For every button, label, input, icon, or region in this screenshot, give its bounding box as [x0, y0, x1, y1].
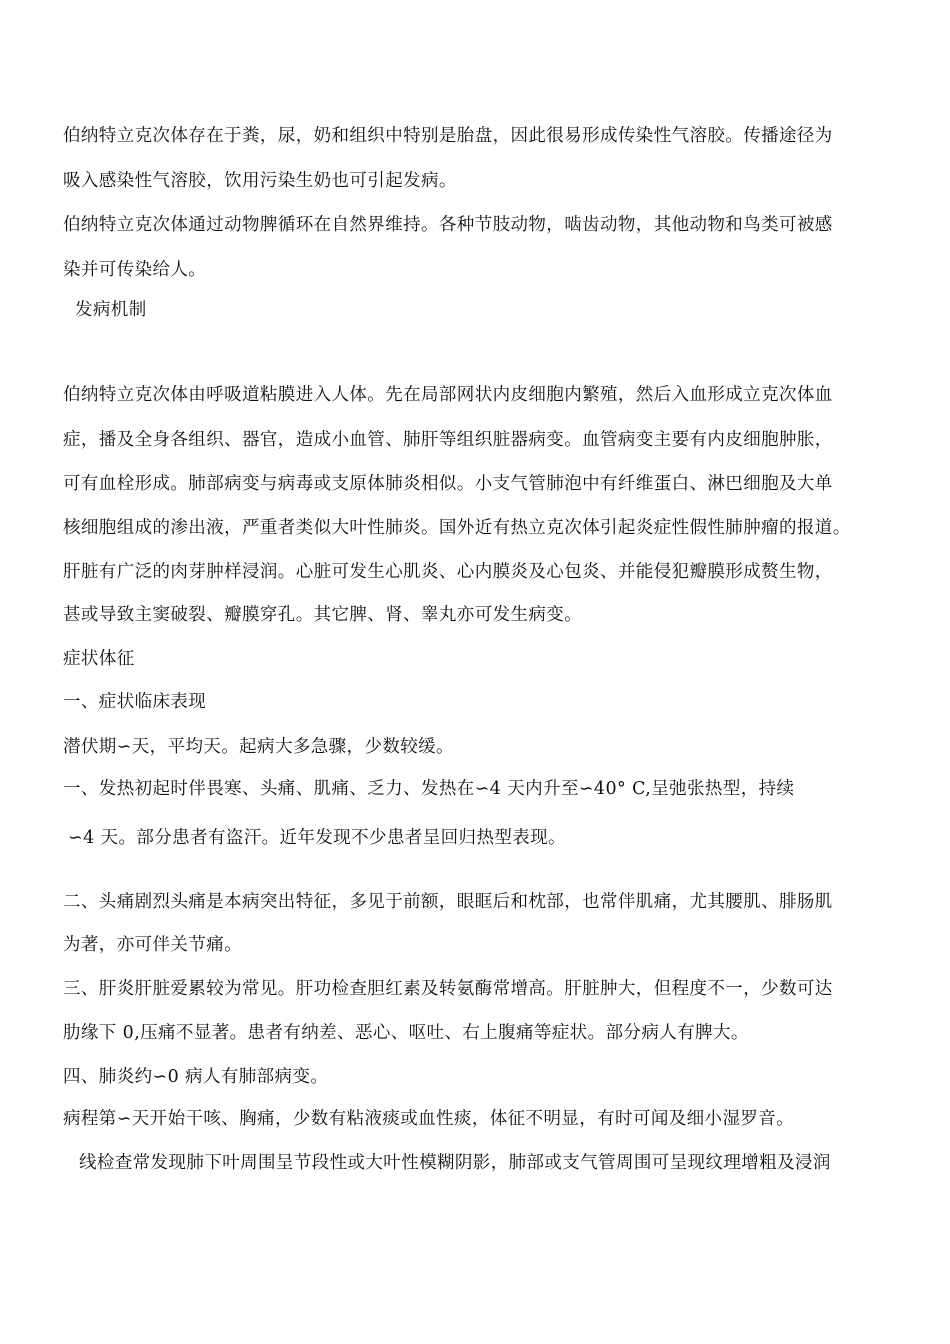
paragraph-line: 伯纳特立克次体存在于粪，尿，奶和组织中特别是胎盘，因此很易形成传染性气溶胶。传播途径为	[63, 126, 833, 146]
paragraph-line: 二、头痛剧烈头痛是本病突出特征，多见于前额，眼眶后和枕部，也常伴肌痛，尤其腰肌、腓肠肌	[63, 892, 833, 912]
paragraph-line: 肋缘下 0,压痛不显著。患者有纳差、恶心、呕吐、右上腹痛等症状。部分病人有脾大。	[63, 1023, 749, 1043]
paragraph-line: 四、肺炎约∽0 病人有肺部病变。	[63, 1067, 329, 1087]
paragraph-line: 伯纳特立克次体由呼吸道粘膜进入人体。先在局部网状内皮细胞内繁殖，然后入血形成立克次体血	[63, 385, 833, 405]
paragraph-line: ∽4 天。部分患者有盗汗。近年发现不少患者呈回归热型表现。	[68, 828, 566, 848]
paragraph-line: 潜伏期∽天，平均天。起病大多急骤，少数较缓。	[63, 737, 454, 757]
sub-heading: 一、症状临床表现	[63, 692, 207, 712]
paragraph-line: 线检查常发现肺下叶周围呈节段性或大叶性模糊阴影，肺部或支气管周围可呈现纹理增粗及浸润	[79, 1153, 831, 1173]
paragraph-line: 伯纳特立克次体通过动物脾循环在自然界维持。各种节肢动物，啮齿动物，其他动物和鸟类可被感	[63, 215, 833, 235]
paragraph-line: 染并可传染给人。	[63, 260, 207, 280]
section-heading: 发病机制	[75, 300, 147, 320]
paragraph-line: 可有血栓形成。肺部病变与病毒或支原体肺炎相似。小支气管肺泡中有纤维蛋白、淋巴细胞及大单	[63, 474, 833, 494]
paragraph-line: 病程第∽天开始干咳、胸痛，少数有粘液痰或血性痰，体征不明显，有时可闻及细小湿罗音。	[63, 1109, 795, 1129]
paragraph-line: 三、肝炎肝脏爱累较为常见。肝功检查胆红素及转氨酶常增高。肝脏肿大，但程度不一，少数可达	[63, 979, 833, 999]
paragraph-line: 为著，亦可伴关节痛。	[63, 935, 242, 955]
paragraph-line: 核细胞组成的渗出液，严重者类似大叶性肺炎。国外近有热立克次体引起炎症性假性肺肿瘤的报道。	[63, 518, 851, 538]
paragraph-line: 症，播及全身各组织、器官，造成小血管、肺肝等组织脏器病变。血管病变主要有内皮细胞肿胀，	[63, 430, 833, 450]
paragraph-line: 肝脏有广泛的肉芽肿样浸润。心脏可发生心肌炎、心内膜炎及心包炎、并能侵犯瓣膜形成赘生物，	[63, 562, 833, 582]
paragraph-line: 一、发热初起时伴畏寒、头痛、肌痛、乏力、发热在∽4 天内升至∽40° C,呈弛张热型，持续	[63, 779, 795, 799]
paragraph-line: 吸入感染性气溶胶，饮用污染生奶也可引起发病。	[63, 171, 457, 191]
paragraph-line: 甚或导致主窦破裂、瓣膜穿孔。其它脾、肾、睾丸亦可发生病变。	[63, 605, 583, 625]
section-heading: 症状体征	[63, 649, 135, 669]
